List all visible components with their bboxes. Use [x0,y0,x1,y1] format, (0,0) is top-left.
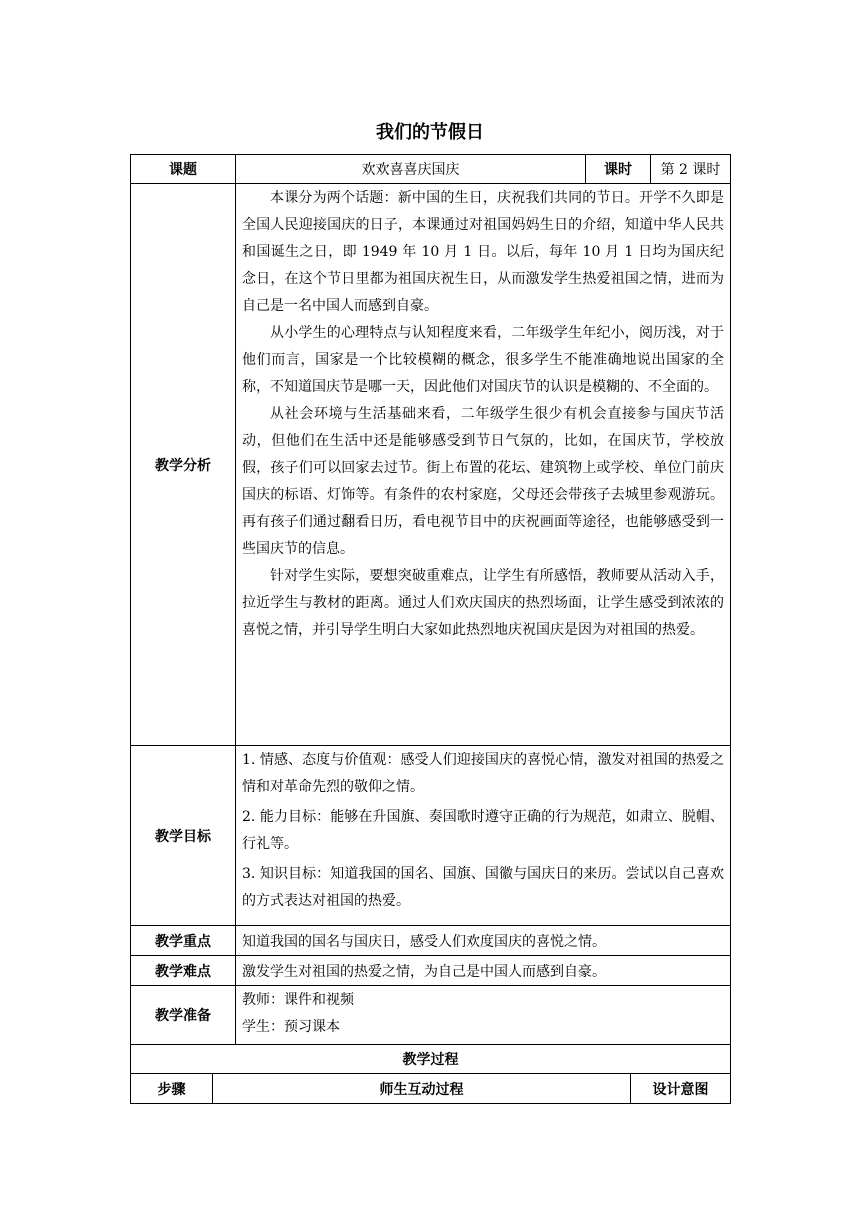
key-point-row [131,926,731,956]
header-row [131,155,731,184]
analysis-paragraph: 从小学生的心理特点与认知程度来看，二年级学生年纪小，阅历浅，对于他们而言，国家是一个比较模糊的概念，很多学生不能准确地说出国家的全称，不知道国庆节是哪一天，因此他们对国庆节的认识是模糊的、不全面的。 [242,325,724,395]
objective-item: 3. 知识目标：知道我国的国名、国旗、国徽与国庆日的来历。尝试以自己喜欢的方式表达对祖国的热爱。 [242,866,724,909]
process-table [130,1044,731,1104]
page-title: 我们的节假日 [376,122,484,143]
period-value: 第 2 课时 [651,155,731,184]
process-columns-row [131,1074,731,1104]
col-step: 步骤 [131,1074,213,1104]
lesson-plan-table [130,154,731,1045]
objectives-content [236,746,731,926]
key-point-value: 知道我国的国名与国庆日，感受人们欢度国庆的喜悦之情。 [236,926,731,956]
preparation-content [236,986,731,1045]
objectives-row [131,746,731,926]
analysis-paragraph: 本课分为两个话题：新中国的生日，庆祝我们共同的节日。开学不久即是全国人民迎接国庆的日子，本课通过对祖国妈妈生日的介绍，知道中华人民共和国诞生之日，即 1949 年 10 月 1 日。以后，每年 10 月 1 日均为国庆纪念日，在这个节日里都为祖国庆祝生日，从而激发学生热爱祖国之情，进而为自己是一名中国人而感到自豪。 [242,190,724,314]
preparation-row [131,986,731,1045]
objective-item: 2. 能力目标：能够在升国旗、奏国歌时遵守正确的行为规范，如肃立、脱帽、行礼等。 [242,809,724,852]
difficulty-row [131,956,731,986]
period-label: 课时 [586,155,651,184]
col-interaction: 师生互动过程 [213,1074,631,1104]
analysis-paragraph: 针对学生实际，要想突破重难点，让学生有所感悟，教师要从活动入手，拉近学生与教材的距离。通过人们欢庆国庆的热烈场面，让学生感受到浓浓的喜悦之情，并引导学生明白大家如此热烈地庆祝国庆是因为对祖国的热爱。 [242,568,724,638]
analysis-content [236,184,731,746]
topic-label: 课题 [131,155,236,184]
preparation-teacher: 教师：课件和视频 [242,992,354,1008]
analysis-row [131,184,731,746]
preparation-label: 教学准备 [131,986,236,1045]
process-heading-row [131,1045,731,1074]
preparation-student: 学生：预习课本 [242,1019,340,1035]
objective-item: 1. 情感、态度与价值观：感受人们迎接国庆的喜悦心情，激发对祖国的热爱之情和对革命先烈的敬仰之情。 [242,752,724,795]
analysis-label: 教学分析 [131,184,236,746]
key-point-label: 教学重点 [131,926,236,956]
topic-value: 欢欢喜喜庆国庆 [236,155,586,184]
objectives-label: 教学目标 [131,746,236,926]
difficulty-value: 激发学生对祖国的热爱之情，为自己是中国人而感到自豪。 [236,956,731,986]
difficulty-label: 教学难点 [131,956,236,986]
process-heading: 教学过程 [131,1045,731,1074]
col-intent: 设计意图 [631,1074,731,1104]
analysis-paragraph: 从社会环境与生活基础来看，二年级学生很少有机会直接参与国庆节活动，但他们在生活中还是能够感受到节日气氛的，比如，在国庆节，学校放假，孩子们可以回家去过节。街上布置的花坛、建筑物上或学校、单位门前庆国庆的标语、灯饰等。有条件的农村家庭，父母还会带孩子去城里参观游玩。再有孩子们通过翻看日历，看电视节目中的庆祝画面等途径，也能够感受到一些国庆节的信息。 [242,406,724,557]
